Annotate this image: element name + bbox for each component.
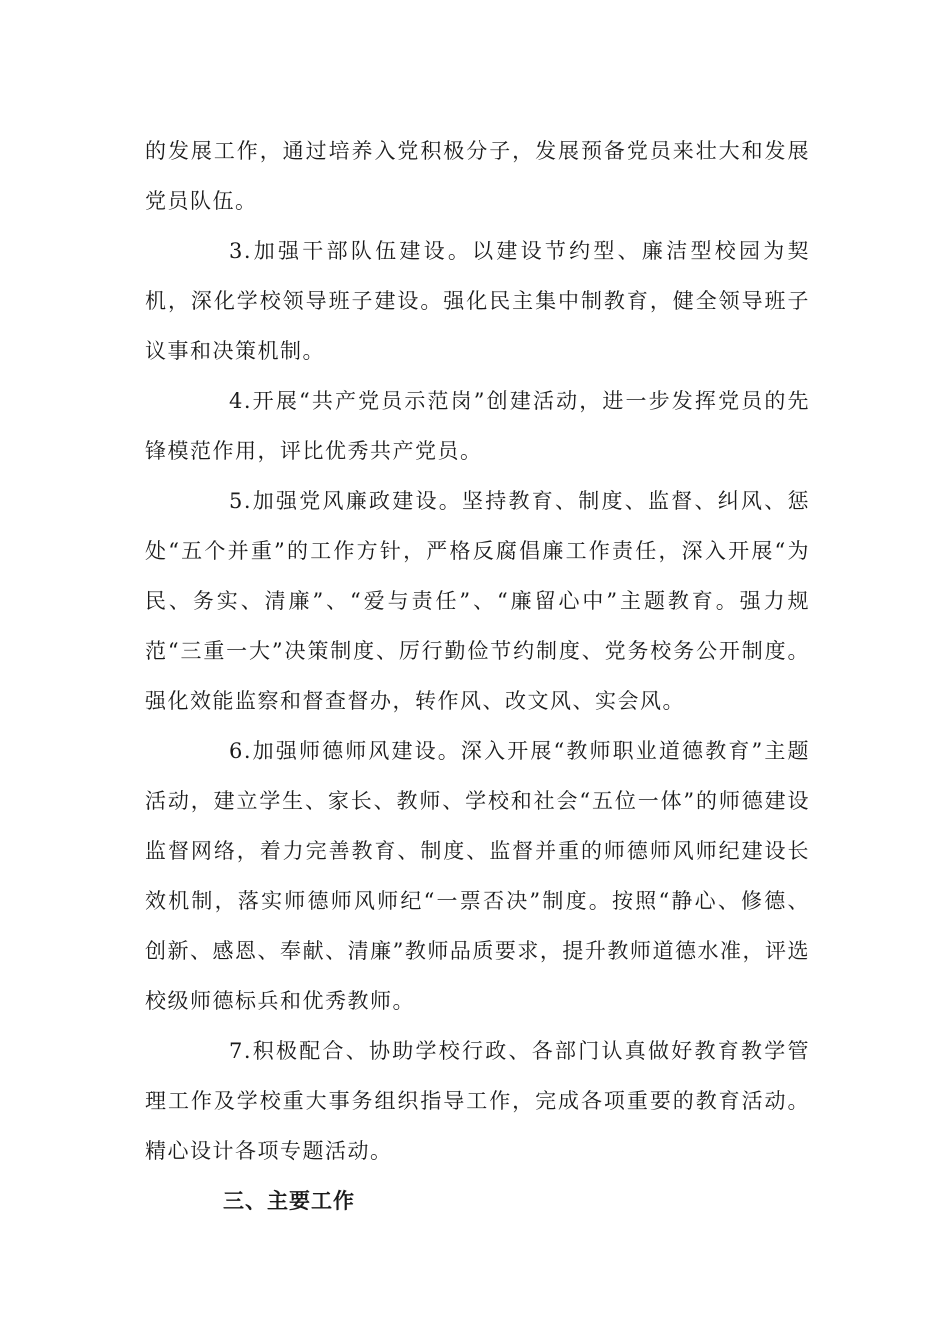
paragraph-item-7: 7.积极配合、协助学校行政、各部门认真做好教育教学管理工作及学校重大事务组织指导工作，完成各项重要的教育活动。精心设计各项专题活动。: [145, 1039, 810, 1163]
section-heading: 三、主要工作: [223, 1189, 355, 1213]
paragraph-item-4: 4.开展“共产党员示范岗”创建活动，进一步发挥党员的先锋模范作用，评比优秀共产党员。: [145, 389, 810, 463]
paragraph-item-6: 6.加强师德师风建设。深入开展“教师职业道德教育”主题活动，建立学生、家长、教师、学校和社会“五位一体”的师德建设监督网络，着力完善教育、制度、监督并重的师德师风师纪建设长效机制，落实师德师风师纪“一票否决”制度。按照“静心、修德、创新、感恩、奉献、清廉”教师品质要求，提升教师道德水准，评选校级师德标兵和优秀教师。: [145, 739, 810, 1013]
document-body: [145, 126, 810, 1226]
paragraph-item-3: 3.加强干部队伍建设。以建设节约型、廉洁型校园为契机，深化学校领导班子建设。强化民主集中制教育，健全领导班子议事和决策机制。: [145, 239, 810, 363]
paragraph-continuation: 的发展工作，通过培养入党积极分子，发展预备党员来壮大和发展党员队伍。: [145, 139, 810, 213]
paragraph-item-5: 5.加强党风廉政建设。坚持教育、制度、监督、纠风、惩处“五个并重”的工作方针，严格反腐倡廉工作责任，深入开展“为民、务实、清廉”、“爱与责任”、“廉留心中”主题教育。强力规范“三重一大”决策制度、厉行勤俭节约制度、党务校务公开制度。强化效能监察和督查督办，转作风、改文风、实会风。: [145, 489, 810, 713]
